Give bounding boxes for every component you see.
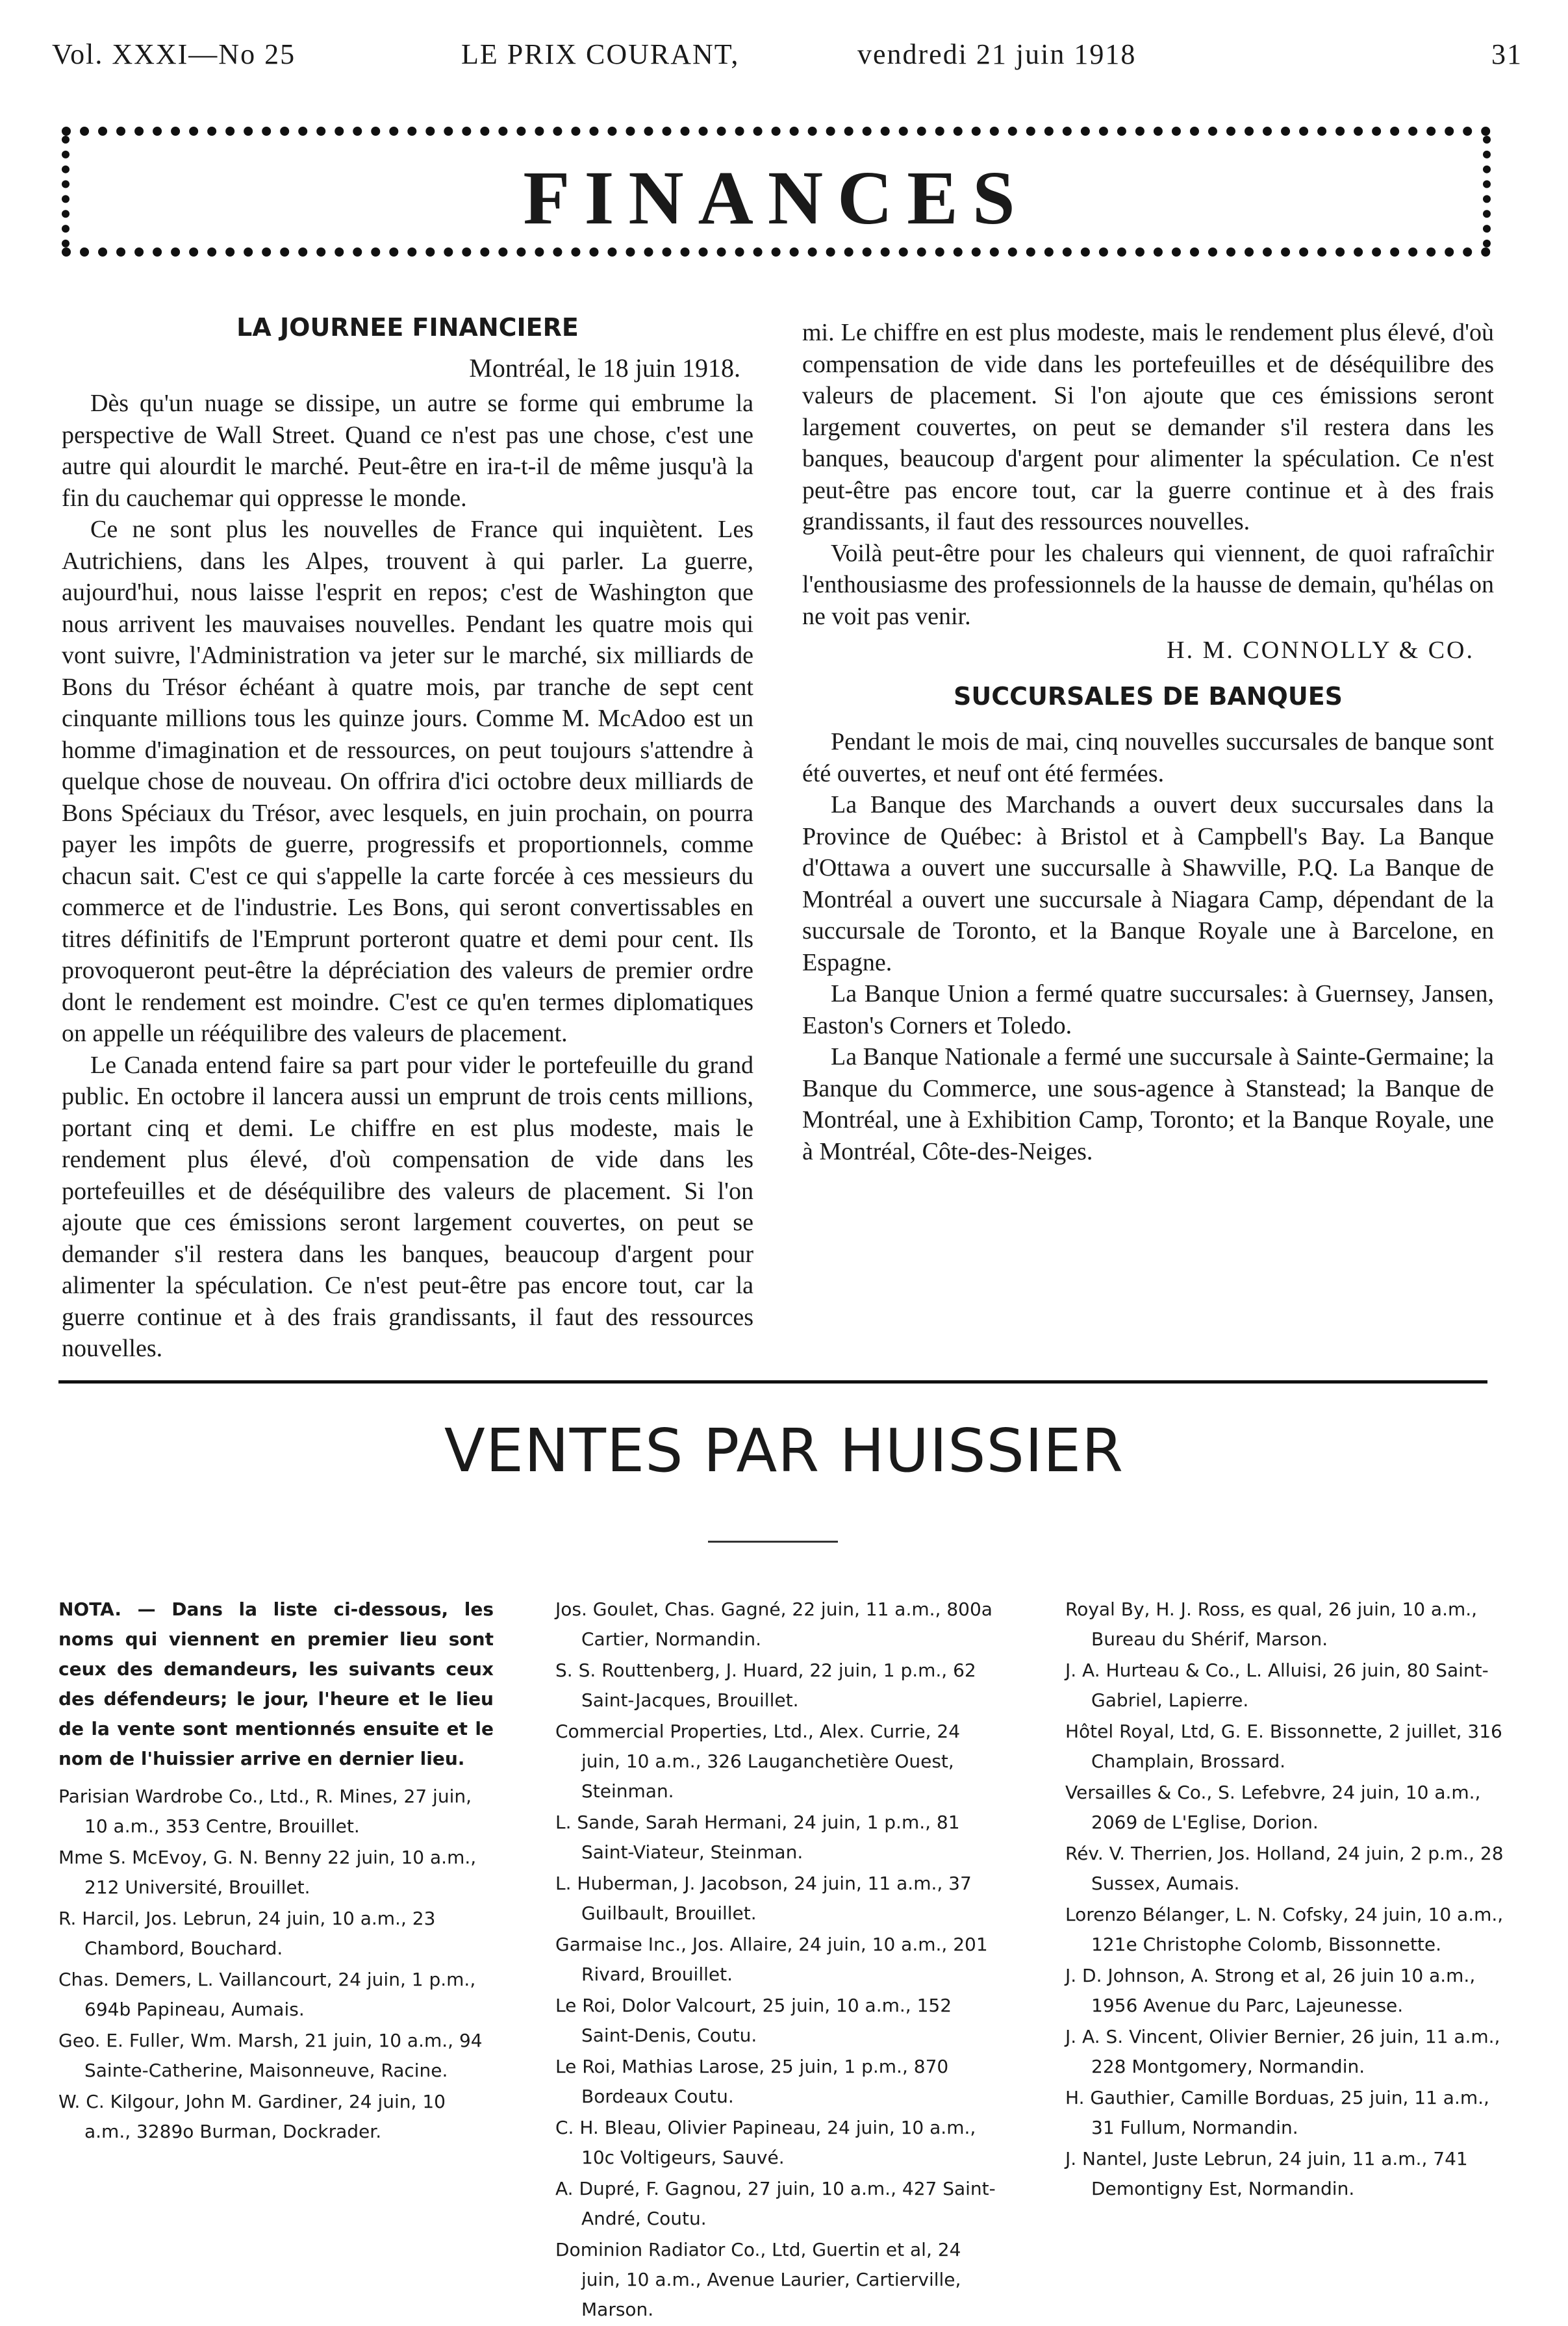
publication-name: LE PRIX COURANT, [461, 38, 740, 70]
finances-banner [62, 127, 1491, 257]
list-item: Geo. E. Fuller, Wm. Marsh, 21 juin, 10 a.m., 94 Sainte-Catherine, Maisonneuve, Racine. [58, 2030, 483, 2081]
volume-number: Vol. XXXI—No 25 [52, 38, 296, 70]
list-item: J. Nantel, Juste Lebrun, 24 juin, 11 a.m., 741 Demontigny Est, Normandin. [1065, 2148, 1468, 2199]
list-item: W. C. Kilgour, John M. Gardiner, 24 juin, 10 a.m., 3289o Burman, Dockrader. [58, 2091, 446, 2142]
article-paragraph: Voilà peut-être pour les chaleurs qui viennent, de quoi rafraîchir l'enthousiasme des professionnels de la hausse de demain, qu'hélas on ne voit pas venir. [802, 539, 1494, 630]
list-item: Versailles & Co., S. Lefebvre, 24 juin, 10 a.m., 2069 de L'Eglise, Dorion. [1065, 1782, 1481, 1833]
article-dateline: Montréal, le 18 juin 1918. [469, 353, 740, 383]
article-paragraph: La Banque Union a fermé quatre succursales: à Guernsey, Jansen, Easton's Corners et Toledo. [802, 980, 1494, 1039]
list-item: Garmaise Inc., Jos. Allaire, 24 juin, 10 a.m., 201 Rivard, Brouillet. [555, 1934, 988, 1985]
section-title: FINANCES [523, 155, 1030, 240]
article-continuation: mi. Le chiffre en est plus modeste, mais le rendement plus élevé, d'où compensation de vide dans les portefeuilles et de déséquilibre des valeurs de placement. Si l'on ajoute que ces émissions seront largement couvertes, on peut se demander s'il restera dans les banques, beaucoup d'argent pour alimenter la spéculation. Ce n'est peut-être pas encore tout, car la guerre continue et à des frais grandissants, il faut des ressources nouvelles. [802, 319, 1494, 535]
ventes-column-2 [555, 1595, 997, 2326]
issue-date: vendredi 21 juin 1918 [857, 38, 1137, 70]
ventes-column-1 [58, 1595, 494, 2148]
list-item: Jos. Goulet, Chas. Gagné, 22 juin, 11 a.m., 800a Cartier, Normandin. [555, 1599, 993, 1650]
list-item: Hôtel Royal, Ltd, G. E. Bissonnette, 2 juillet, 316 Champlain, Brossard. [1065, 1721, 1502, 1772]
list-item: C. H. Bleau, Olivier Papineau, 24 juin, 10 a.m., 10c Voltigeurs, Sauvé. [555, 2117, 976, 2168]
article-paragraph: Ce ne sont plus les nouvelles de France qui inquiètent. Les Autrichiens, dans les Alpes, trouvent à qui parler. La guerre, aujourd'hui, nous laisse l'esprit en repos; c'est de Washington que nous arrivent les mauvaises nouvelles. Pendant les quatre mois qui vont suivre, l'Administration va jeter sur le marché, six milliards de Bons du Trésor échéant à quatre mois, par tranche de sept cent cinquante millions tous les quinze jours. Comme M. McAdoo est un homme d'imagination et de ressources, on peut toujours s'attendre à quelque chose de nouveau. On offrira d'ici octobre deux milliards de Bons Spéciaux du Trésor, avec lesquels, en juin prochain, on pourra payer les impôts de guerre, progressifs et proportionnels, comme chacun sait. C'est ce qui s'appelle la carte forcée à ces messieurs du commerce et de l'industrie. Les Bons, qui seront convertissables en titres définitifs de l'Emprunt porteront quatre et demi pour cent. Ils provoqueront peut-être la dépréciation des valeurs de premier ordre dont le rendement est moindre. C'est ce qu'en termes diplomatiques on appelle un rééquilibre des valeurs de placement. [62, 516, 753, 1047]
section-divider [58, 1380, 1487, 1384]
list-item: Royal By, H. J. Ross, es qual, 26 juin, 10 a.m., Bureau du Shérif, Marson. [1065, 1599, 1478, 1650]
list-item: L. Sande, Sarah Hermani, 24 juin, 1 p.m., 81 Saint-Viateur, Steinman. [555, 1812, 960, 1863]
list-item: J. D. Johnson, A. Strong et al, 26 juin 10 a.m., 1956 Avenue du Parc, Lajeunesse. [1065, 1965, 1476, 2016]
list-item: J. A. S. Vincent, Olivier Bernier, 26 juin, 11 a.m., 228 Montgomery, Normandin. [1065, 2026, 1500, 2077]
list-item: Le Roi, Dolor Valcourt, 25 juin, 10 a.m., 152 Saint-Denis, Coutu. [555, 1995, 952, 2046]
list-item: Dominion Radiator Co., Ltd, Guertin et al, 24 juin, 10 a.m., Avenue Laurier, Cartierville, Marson. [555, 2239, 961, 2320]
running-header [52, 32, 1523, 78]
list-item: J. A. Hurteau & Co., L. Alluisi, 26 juin, 80 Saint-Gabriel, Lapierre. [1065, 1660, 1489, 1711]
list-item: Lorenzo Bélanger, L. N. Cofsky, 24 juin, 10 a.m., 121e Christophe Colomb, Bissonnette. [1065, 1904, 1504, 1955]
list-item: Rév. V. Therrien, Jos. Holland, 24 juin, 2 p.m., 28 Sussex, Aumais. [1065, 1843, 1504, 1894]
list-item: Le Roi, Mathias Larose, 25 juin, 1 p.m., 870 Bordeaux Coutu. [555, 2056, 949, 2107]
list-item: Parisian Wardrobe Co., Ltd., R. Mines, 27 juin, 10 a.m., 353 Centre, Brouillet. [58, 1786, 472, 1837]
article-paragraph: Dès qu'un nuage se dissipe, un autre se forme qui embrume la perspective de Wall Street. Quand ce n'est pas une chose, c'est une autre qui alourdit le marché. Peut-être en ira-t-il de même jusqu'à la fin du cauchemar qui oppresse le monde. [62, 390, 753, 512]
title-underline [708, 1541, 838, 1543]
list-item: R. Harcil, Jos. Lebrun, 24 juin, 10 a.m., 23 Chambord, Bouchard. [58, 1908, 436, 1959]
list-item: H. Gauthier, Camille Borduas, 25 juin, 11 a.m., 31 Fullum, Normandin. [1065, 2087, 1489, 2138]
list-item: Mme S. McEvoy, G. N. Benny 22 juin, 10 a.m., 212 Université, Brouillet. [58, 1847, 477, 1898]
list-item: Commercial Properties, Ltd., Alex. Currie, 24 juin, 10 a.m., 326 Lauganchetière Ouest, Steinman. [555, 1721, 961, 1802]
list-item: S. S. Routtenberg, J. Huard, 22 juin, 1 p.m., 62 Saint-Jacques, Brouillet. [555, 1660, 976, 1711]
article-title: SUCCURSALES DE BANQUES [953, 681, 1343, 711]
article-paragraph: La Banque Nationale a fermé une succursale à Sainte-Germaine; la Banque du Commerce, une sous-agence à Stanstead; la Banque de Montréal, une à Exhibition Camp, Toronto; et la Banque Royale, une à Montréal, Côte-des-Neiges. [802, 1043, 1494, 1165]
section-title: VENTES PAR HUISSIER [444, 1416, 1124, 1485]
article-paragraph: La Banque des Marchands a ouvert deux succursales dans la Province de Québec: à Bristol et à Campbell's Bay. La Banque d'Ottawa a ouvert une succursalle à Shawville, P.Q. La Banque de Montréal a ouvert une succursale à Niagara Camp, dépendant de la succursale de Toronto, et la Banque Royale une à Barcelone, en Espagne. [802, 791, 1494, 976]
left-column [62, 312, 753, 1362]
article-signature: H. M. CONNOLLY & CO. [1167, 637, 1474, 664]
list-item: Chas. Demers, L. Vaillancourt, 24 juin, 1 p.m., 694b Papineau, Aumais. [58, 1969, 476, 2020]
nota-note: NOTA. — Dans la liste ci-dessous, les noms qui viennent en premier lieu sont ceux des demandeurs, les suivants ceux des défendeurs; le jour, l'heure et le lieu de la vente sont mentionnés ensuite et le nom de l'huissier arrive en dernier lieu. [58, 1599, 494, 1769]
article-title: LA JOURNEE FINANCIERE [236, 313, 579, 342]
list-item: A. Dupré, F. Gagnou, 27 juin, 10 a.m., 427 Saint-André, Coutu. [555, 2178, 996, 2229]
article-paragraph: Le Canada entend faire sa part pour vider le portefeuille du grand public. En octobre il lancera aussi un emprunt de trois cents millions, portant cinq et demi. Le chiffre en est plus modeste, mais le rendement plus élevé, d'où compensation de vide dans les portefeuilles et de déséquilibre des valeurs de placement. Si l'on ajoute que ces émissions seront largement couvertes, on peut se demander s'il restera dans les banques, beaucoup d'argent pour alimenter la spéculation. Ce n'est peut-être pas encore tout, car la guerre continue et à des frais grandissants, il faut des ressources nouvelles. [62, 1051, 753, 1362]
list-item: L. Huberman, J. Jacobson, 24 juin, 11 a.m., 37 Guilbault, Brouillet. [555, 1873, 972, 1924]
ventes-column-3 [1065, 1595, 1507, 2205]
right-column [802, 317, 1494, 1167]
page-number: 31 [1491, 38, 1523, 70]
article-paragraph: Pendant le mois de mai, cinq nouvelles succursales de banque sont été ouvertes, et neuf ont été fermées. [802, 728, 1494, 787]
